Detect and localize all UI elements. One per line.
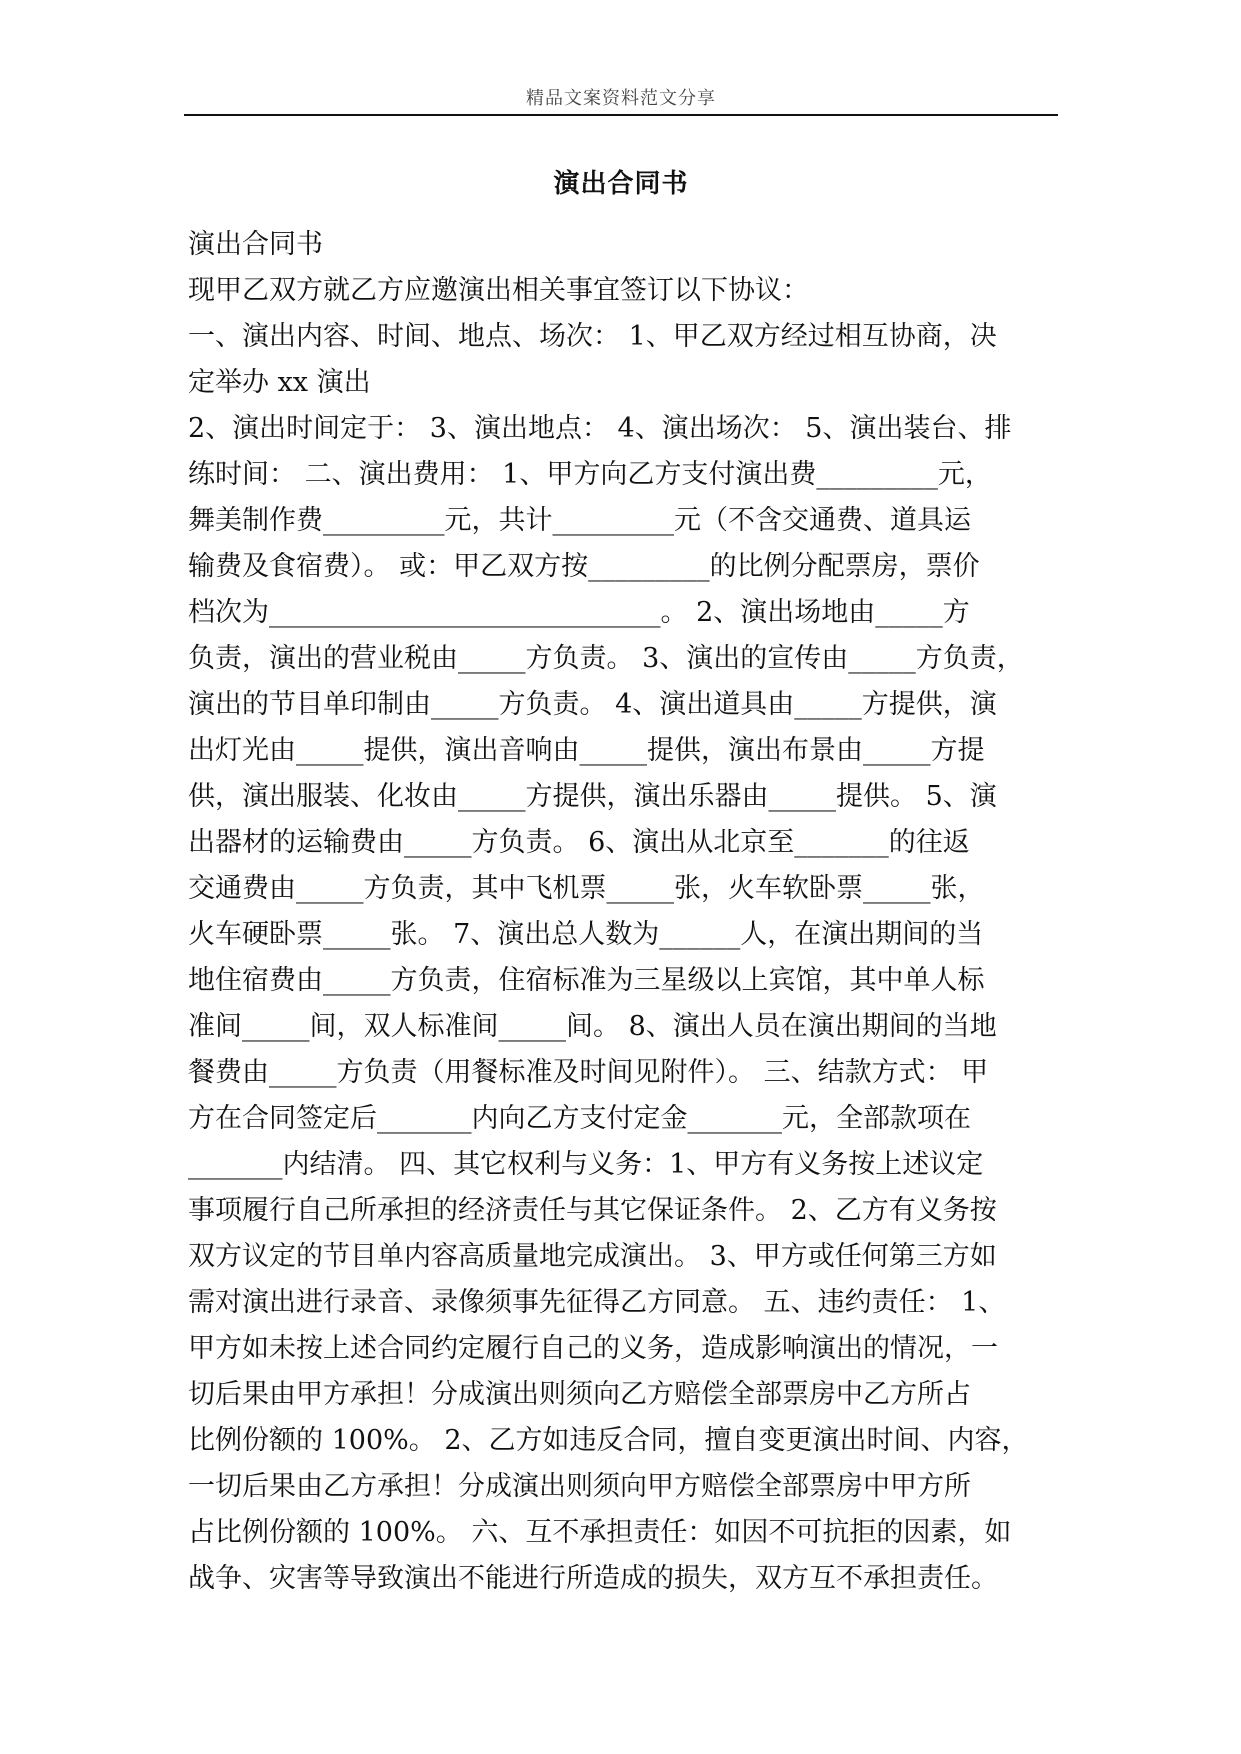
document-title: 演出合同书: [553, 169, 689, 199]
body-line: 定举办 xx 演出: [188, 367, 371, 398]
body-line: 方在合同签定后_______内向乙方支付定金_______元，全部款项在: [188, 1103, 971, 1134]
page-header: 精品文案资料范文分享: [526, 88, 716, 109]
body-line: 需对演出进行录音、录像须事先征得乙方同意。 五、违约责任： 1、: [188, 1287, 1006, 1318]
body-line: 输费及食宿费）。 或：甲乙双方按_________的比例分配票房，票价: [188, 551, 980, 582]
body-line: 事项履行自己所承担的经济责任与其它保证条件。 2、乙方有义务按: [188, 1195, 997, 1226]
body-line: 练时间： 二、演出费用： 1、甲方向乙方支付演出费_________元，: [188, 459, 992, 490]
body-line: 出灯光由_____提供，演出音响由_____提供，演出布景由_____方提: [188, 735, 985, 766]
body-line: 现甲乙双方就乙方应邀演出相关事宜签订以下协议：: [188, 275, 809, 306]
body-line: 火车硬卧票_____张。 7、演出总人数为______人，在演出期间的当: [188, 919, 984, 950]
body-line: 舞美制作费_________元，共计_________元（不含交通费、道具运: [188, 505, 971, 536]
body-line: 餐费由_____方负责（用餐标准及时间见附件）。 三、结款方式： 甲: [188, 1057, 989, 1088]
body-line: 档次为_____________________________。 2、演出场地由_____方: [188, 597, 970, 628]
body-line: 战争、灾害等导致演出不能进行所造成的损失，双方互不承担责任。: [188, 1563, 998, 1594]
body-line: 供，演出服装、化妆由_____方提供，演出乐器由_____提供。 5、演: [188, 781, 997, 812]
body-line: 甲方如未按上述合同约定履行自己的义务，造成影响演出的情况，一: [188, 1333, 998, 1364]
body-line: 准间_____间，双人标准间_____间。 8、演出人员在演出期间的当地: [188, 1011, 997, 1042]
document-body: [188, 222, 1088, 1602]
body-line: 演出的节目单印制由_____方负责。 4、演出道具由_____方提供，演: [188, 689, 997, 720]
body-line: 双方议定的节目单内容高质量地完成演出。 3、甲方或任何第三方如: [188, 1241, 997, 1272]
body-line: 地住宿费由_____方负责，住宿标准为三星级以上宾馆，其中单人标: [188, 965, 985, 996]
body-line: 交通费由_____方负责，其中飞机票_____张，火车软卧票_____张，: [188, 873, 985, 904]
body-line: 占比例份额的 100%。 六、互不承担责任：如因不可抗拒的因素，如: [188, 1517, 1012, 1548]
body-line: 负责，演出的营业税由_____方负责。 3、演出的宣传由_____方负责，: [188, 643, 1024, 674]
body-line: _______内结清。 四、其它权利与义务：1、甲方有义务按上述议定: [188, 1149, 984, 1180]
body-line: 切后果由甲方承担！分成演出则须向乙方赔偿全部票房中乙方所占: [188, 1379, 971, 1410]
body-line: 比例份额的 100%。 2、乙方如违反合同，擅自变更演出时间、内容，: [188, 1425, 1029, 1456]
body-line: 一、演出内容、时间、地点、场次： 1、甲乙双方经过相互协商，决: [188, 321, 997, 352]
body-line: 一切后果由乙方承担！分成演出则须向甲方赔偿全部票房中甲方所: [188, 1471, 971, 1502]
body-line: 出器材的运输费由_____方负责。 6、演出从北京至_______的往返: [188, 827, 970, 858]
body-line: 演出合同书: [188, 229, 323, 260]
body-line: 2、演出时间定于： 3、演出地点： 4、演出场次： 5、演出装台、排: [188, 413, 1012, 444]
header-divider: [184, 114, 1058, 116]
